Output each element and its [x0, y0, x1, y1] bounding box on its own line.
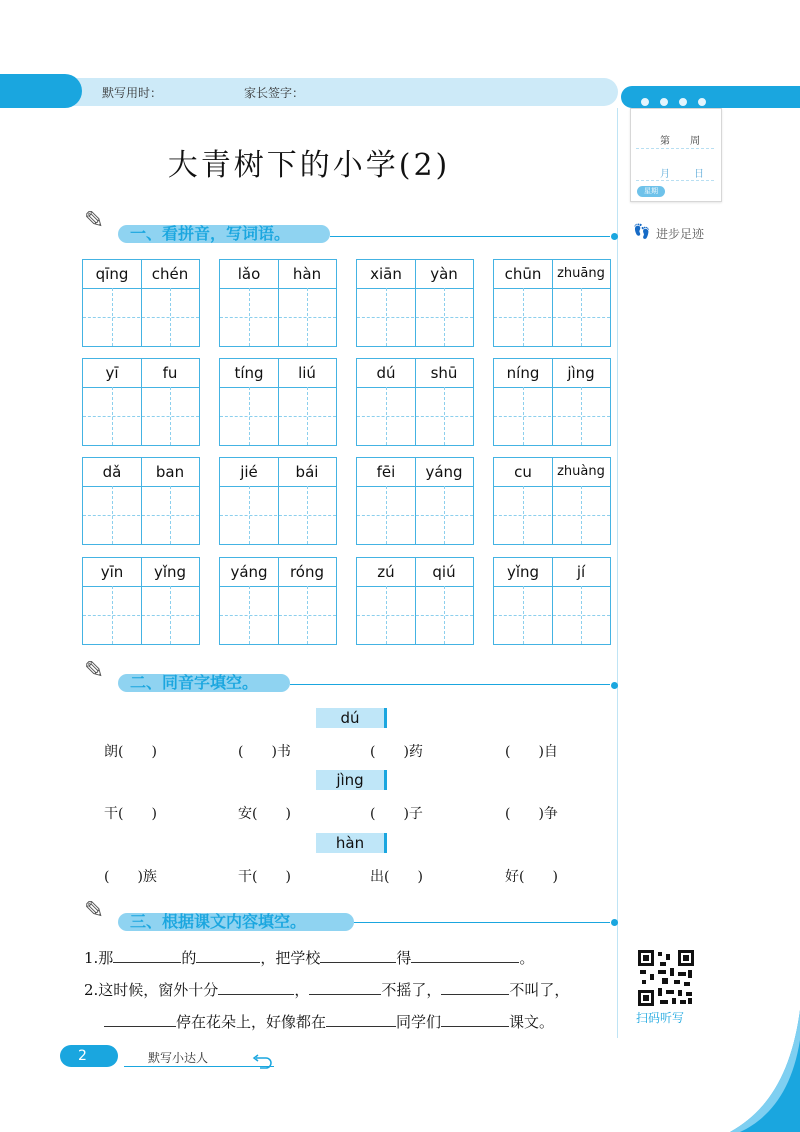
homophone-item: ( )书 [238, 744, 291, 760]
pinyin-word-box[interactable] [219, 259, 337, 347]
pinyin-syllable: róng [278, 558, 336, 587]
progress-label: 进步足迹 [656, 227, 705, 241]
answer-blank[interactable] [309, 980, 381, 995]
page-title: 大青树下的小学(2) [167, 148, 451, 183]
pinyin-word-box[interactable] [356, 259, 474, 347]
guide-line [581, 288, 582, 346]
pinyin-syllable: jí [552, 558, 610, 587]
qr-code[interactable] [638, 950, 694, 1006]
homophone-item: ( )争 [505, 806, 558, 822]
answer-blank[interactable] [113, 948, 181, 963]
pinyin-syllable: yīn [83, 558, 142, 587]
guide-line [112, 586, 113, 644]
guide-line [494, 416, 610, 417]
answer-blank[interactable] [326, 1012, 396, 1027]
pinyin-syllable: fu [141, 359, 199, 388]
homophone-item: 干( ) [238, 869, 291, 885]
guide-line [494, 615, 610, 616]
answer-blank[interactable] [320, 948, 396, 963]
homophone-item: ( )子 [370, 806, 423, 822]
ring-icon [677, 96, 689, 108]
answer-blank[interactable] [441, 980, 509, 995]
guide-line [307, 288, 308, 346]
guide-line [112, 387, 113, 445]
pinyin-syllable: yī [83, 359, 142, 388]
guide-line [494, 515, 610, 516]
fill-question-2-cont [104, 1011, 554, 1032]
guide-line [83, 615, 199, 616]
pinyin-word-box[interactable] [356, 557, 474, 645]
ring-icon [658, 96, 670, 108]
guide-line [112, 486, 113, 544]
pinyin-syllable: jié [220, 458, 279, 487]
pinyin-syllable: qiú [415, 558, 473, 587]
section-dot [611, 682, 618, 689]
ring-icon [696, 96, 708, 108]
homophone-item: 朗( ) [104, 744, 157, 760]
pinyin-syllable: cu [494, 458, 553, 487]
pinyin-word-box[interactable] [493, 557, 611, 645]
pinyin-syllable: yàn [415, 260, 473, 289]
pinyin-word-box[interactable] [82, 358, 200, 446]
guide-line [581, 387, 582, 445]
section-dot [611, 919, 618, 926]
guide-line [357, 416, 473, 417]
section1-title: 一、看拼音，写词语。 [130, 224, 291, 243]
return-arrow-icon [252, 1054, 274, 1070]
guide-line [386, 288, 387, 346]
guide-line [112, 288, 113, 346]
pinyin-word-box[interactable] [82, 259, 200, 347]
q2-text: 不叫了， [509, 981, 570, 999]
guide-line [386, 586, 387, 644]
pinyin-syllable: qīng [83, 260, 142, 289]
guide-line [444, 387, 445, 445]
pinyin-syllable: zhuàng [552, 458, 610, 487]
header-bar [0, 78, 618, 106]
page-number: 2 [60, 1045, 118, 1067]
guide-line [170, 486, 171, 544]
guide-line [444, 586, 445, 644]
pinyin-word-box[interactable] [493, 457, 611, 545]
guide-line [83, 515, 199, 516]
pinyin-syllable: shū [415, 359, 473, 388]
guide-line [523, 288, 524, 346]
q2-text: 2.这时候，窗外十分 [84, 981, 219, 999]
guide-line [523, 387, 524, 445]
answer-blank[interactable] [104, 1012, 176, 1027]
homophone-item: ( )族 [104, 869, 157, 885]
guide-line [170, 586, 171, 644]
homophone-item: 出( ) [370, 869, 423, 885]
pinyin-syllable: níng [494, 359, 553, 388]
guide-line [83, 317, 199, 318]
guide-line [386, 387, 387, 445]
pencil-paper-icon: ✎ [84, 206, 105, 234]
pinyin-syllable: bái [278, 458, 336, 487]
answer-blank[interactable] [441, 1012, 509, 1027]
homophone-pinyin: dú [316, 708, 387, 728]
pinyin-syllable: yǐng [494, 558, 553, 587]
guide-line [220, 317, 336, 318]
guide-line [249, 486, 250, 544]
pinyin-word-box[interactable] [82, 457, 200, 545]
week-line [636, 148, 714, 149]
guide-line [220, 416, 336, 417]
footprint-icon: 👣 [633, 224, 651, 240]
section-dot [611, 233, 618, 240]
pinyin-word-box[interactable] [493, 358, 611, 446]
header-cap [0, 74, 82, 108]
guide-line [170, 288, 171, 346]
section-rule [330, 236, 610, 237]
q2-text: ， [294, 981, 310, 999]
guide-line [307, 486, 308, 544]
pinyin-word-box[interactable] [219, 358, 337, 446]
weekday-badge: 星期 [637, 186, 665, 197]
q1-text: 的 [181, 949, 197, 967]
guide-line [494, 317, 610, 318]
week-suffix: 周 [690, 136, 700, 147]
guide-line [307, 586, 308, 644]
pinyin-syllable: tíng [220, 359, 279, 388]
section-rule [290, 684, 610, 685]
guide-line [249, 586, 250, 644]
guide-line [307, 387, 308, 445]
answer-blank[interactable] [218, 980, 294, 995]
pinyin-word-box[interactable] [219, 557, 337, 645]
homophone-item: 干( ) [104, 806, 157, 822]
guide-line [581, 486, 582, 544]
section3-title: 三、根据课文内容填空。 [130, 912, 307, 931]
pinyin-word-box[interactable] [219, 457, 337, 545]
homophone-pinyin: hàn [316, 833, 387, 853]
guide-line [523, 586, 524, 644]
guide-line [357, 515, 473, 516]
pinyin-word-box[interactable] [356, 358, 474, 446]
pinyin-syllable: yǐng [141, 558, 199, 587]
pinyin-syllable: chén [141, 260, 199, 289]
pinyin-syllable: zú [357, 558, 416, 587]
pinyin-word-box[interactable] [356, 457, 474, 545]
guide-line [523, 486, 524, 544]
q2-text: 停在花朵上，好像都在 [176, 1013, 327, 1031]
guide-line [386, 486, 387, 544]
pinyin-syllable: jìng [552, 359, 610, 388]
homophone-item: 安( ) [238, 806, 291, 822]
pinyin-syllable: yáng [415, 458, 473, 487]
q2-text: 同学们 [396, 1013, 442, 1031]
pinyin-syllable: dú [357, 359, 416, 388]
guide-line [581, 586, 582, 644]
homophone-pinyin: jìng [316, 770, 387, 790]
guide-line [220, 515, 336, 516]
pinyin-syllable: hàn [278, 260, 336, 289]
homophone-item: 好( ) [505, 869, 558, 885]
q1-text: 得 [396, 949, 412, 967]
pencil-paper-icon: ✎ [84, 896, 105, 924]
pencil-paper-icon: ✎ [84, 656, 105, 684]
pinyin-syllable: xiān [357, 260, 416, 289]
pinyin-syllable: ban [141, 458, 199, 487]
page-curl [730, 1010, 800, 1132]
guide-line [357, 317, 473, 318]
pinyin-word-box[interactable] [493, 259, 611, 347]
scan-listen-label: 扫码听写 [636, 1011, 685, 1025]
pinyin-syllable: fēi [357, 458, 416, 487]
homophone-item: ( )自 [505, 744, 558, 760]
guide-line [249, 387, 250, 445]
q1-text: ，把学校 [260, 949, 321, 967]
q1-text: 1.那 [84, 949, 114, 967]
guide-line [83, 416, 199, 417]
section-rule [354, 922, 610, 923]
q2-text: 课文。 [509, 1013, 555, 1031]
homophone-item: ( )药 [370, 744, 423, 760]
fill-question-2 [84, 979, 569, 1000]
pinyin-syllable: dǎ [83, 458, 142, 487]
fill-question-1 [84, 947, 534, 968]
pinyin-syllable: liú [278, 359, 336, 388]
guide-line [170, 387, 171, 445]
dictation-time-label: 默写用时： [102, 86, 163, 100]
ring-icon [639, 96, 651, 108]
guide-line [444, 288, 445, 346]
pinyin-syllable: lǎo [220, 260, 279, 289]
day-label: 日 [694, 169, 704, 180]
guide-line [220, 615, 336, 616]
answer-blank[interactable] [196, 948, 260, 963]
date-line [636, 180, 714, 181]
guide-line [249, 288, 250, 346]
section2-title: 二、同音字填空。 [130, 673, 259, 692]
pinyin-syllable: zhuāng [552, 260, 610, 289]
margin-rule [617, 108, 618, 1038]
pinyin-word-box[interactable] [82, 557, 200, 645]
pinyin-syllable: yáng [220, 558, 279, 587]
footer-title: 默写小达人 [148, 1051, 209, 1065]
week-prefix: 第 [660, 136, 670, 147]
guide-line [357, 615, 473, 616]
q2-text: 不摇了， [381, 981, 442, 999]
guide-line [444, 486, 445, 544]
parent-signature-label: 家长签字： [244, 86, 305, 100]
answer-blank[interactable] [411, 948, 519, 963]
q1-text: 。 [519, 949, 535, 967]
month-label: 月 [660, 169, 670, 180]
pinyin-syllable: chūn [494, 260, 553, 289]
